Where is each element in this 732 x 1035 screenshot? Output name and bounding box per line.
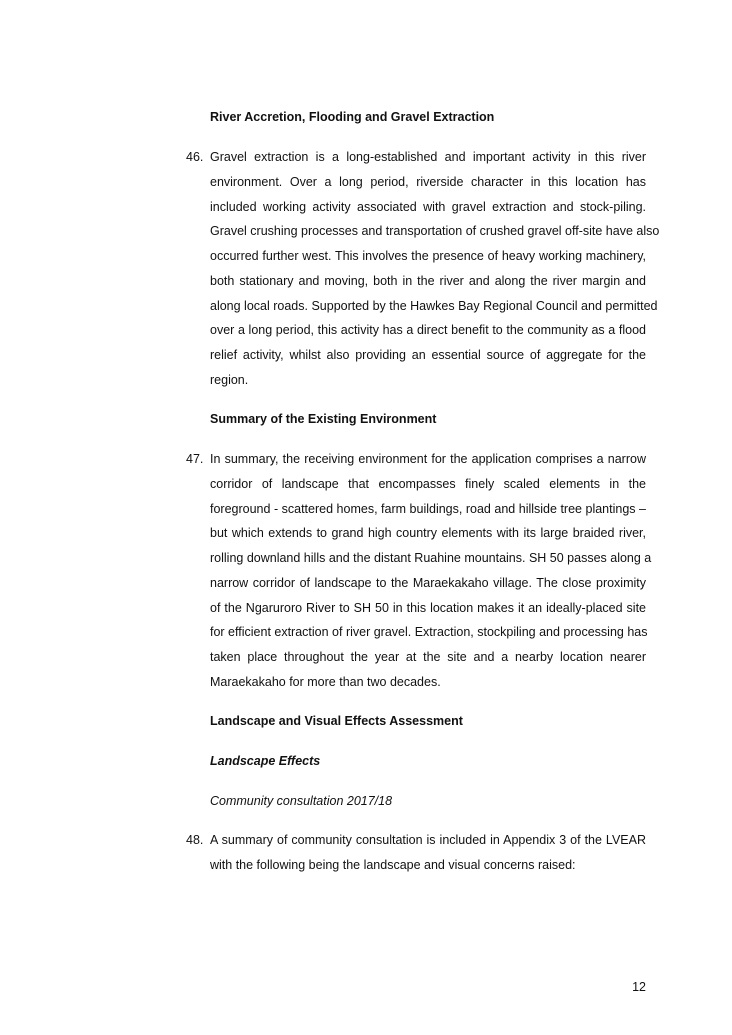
paragraph-line: Gravel crushing processes and transportation of crushed gravel off-site have also (210, 224, 660, 239)
paragraph-line: region. (210, 372, 249, 387)
subheading-community-consultation: Community consultation 2017/18 (210, 794, 393, 808)
paragraph-line: occurred further west. This involves the presence of heavy working machinery, (210, 249, 646, 263)
heading-landscape-effects: Landscape Effects (210, 754, 321, 768)
paragraph-line: In summary, the receiving environment for the application comprises a narrow (210, 452, 646, 466)
paragraph-line: Gravel extraction is a long-established and important activity in this river (210, 150, 646, 164)
paragraph-46 (210, 145, 660, 393)
paragraph-line: A summary of community consultation is included in Appendix 3 of the LVEAR (210, 833, 646, 847)
paragraph-line: of the Ngaruroro River to SH 50 in this location makes it an ideally-placed site (210, 600, 646, 615)
paragraph-line: over a long period, this activity has a direct benefit to the community as a flood (210, 323, 646, 338)
paragraph-number-47: 47. (186, 452, 204, 466)
heading-river-accretion: River Accretion, Flooding and Gravel Extraction (210, 110, 495, 124)
paragraph-line: relief activity, whilst also providing an essential source of aggregate for the (210, 348, 646, 362)
page-number: 12 (632, 980, 646, 994)
paragraph-line: Maraekakaho for more than two decades. (210, 674, 441, 689)
paragraph-number-48: 48. (186, 833, 204, 847)
paragraph-line: for efficient extraction of river gravel. Extraction, stockpiling and processing has (210, 625, 648, 640)
paragraph-line: but which extends to grand high country elements with its large braided river, (210, 526, 646, 541)
paragraph-line: taken place throughout the year at the site and a nearby location nearer (210, 650, 646, 664)
paragraph-number-46: 46. (186, 150, 204, 164)
paragraph-line: with the following being the landscape and visual concerns raised: (210, 857, 576, 872)
paragraph-line: foreground - scattered homes, farm buildings, road and hillside tree plantings – (210, 501, 646, 516)
paragraph-47 (210, 447, 652, 695)
paragraph-line: corridor of landscape that encompasses finely scaled elements in the (210, 476, 646, 491)
paragraph-line: narrow corridor of landscape to the Maraekakaho village. The close proximity (210, 575, 646, 590)
paragraph-line: environment. Over a long period, riverside character in this location has (210, 174, 646, 189)
paragraph-line: both stationary and moving, both in the river and along the river margin and (210, 273, 646, 288)
heading-summary-existing-environment: Summary of the Existing Environment (210, 412, 437, 426)
paragraph-line: rolling downland hills and the distant Ruahine mountains. SH 50 passes along a (210, 551, 652, 565)
paragraph-line: along local roads. Supported by the Hawkes Bay Regional Council and permitted (210, 298, 658, 313)
paragraph-48 (210, 828, 646, 878)
paragraph-line: included working activity associated with gravel extraction and stock-piling. (210, 199, 646, 214)
heading-landscape-visual-effects: Landscape and Visual Effects Assessment (210, 714, 463, 728)
